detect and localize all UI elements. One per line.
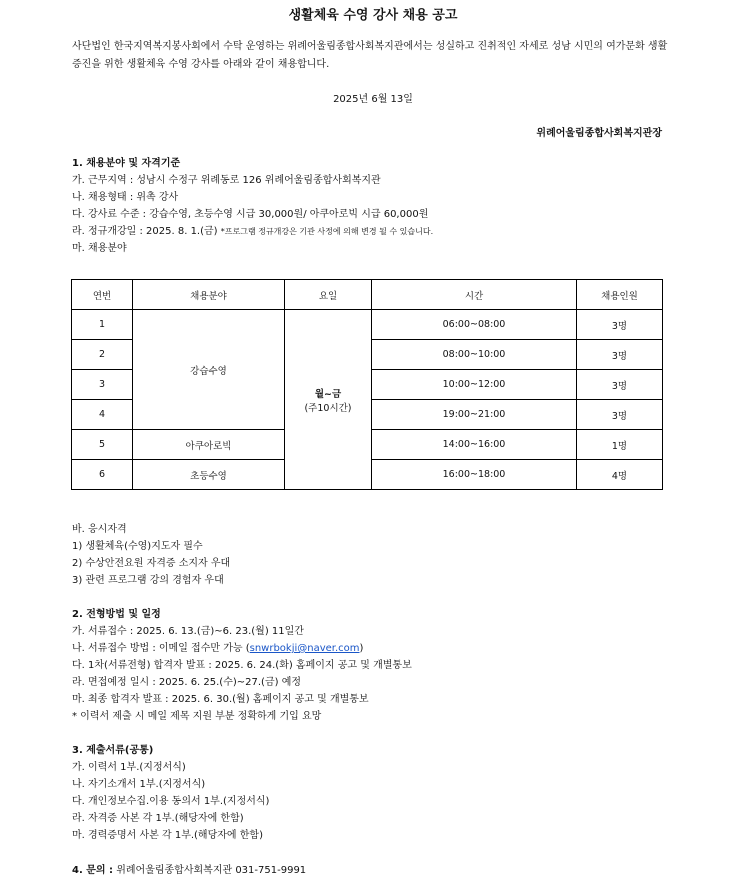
section-2-heading: 2. 전형방법 및 일정 bbox=[72, 609, 161, 620]
row-count: 3명 bbox=[577, 310, 663, 340]
section-recruitment bbox=[72, 155, 692, 257]
document-item: 나. 자기소개서 1부.(지정서식) bbox=[72, 779, 206, 790]
row-time: 16:00~18:00 bbox=[372, 460, 577, 490]
section-schedule bbox=[72, 606, 692, 725]
table-row bbox=[72, 310, 663, 340]
row-time: 14:00~16:00 bbox=[372, 430, 577, 460]
row-count: 3명 bbox=[577, 340, 663, 370]
section-documents bbox=[72, 742, 692, 844]
employment-type: 나. 채용형태 : 위촉 강사 bbox=[72, 192, 179, 203]
days-value: 월~금 bbox=[314, 388, 342, 400]
row-time: 10:00~12:00 bbox=[372, 370, 577, 400]
notice-date: 2025년 6월 13일 bbox=[333, 94, 413, 105]
start-date-note: *프로그램 정규개강은 기관 사정에 의해 변경 될 수 있습니다. bbox=[220, 227, 434, 236]
section-qualifications bbox=[72, 521, 692, 589]
qualification-item: 3) 관련 프로그램 강의 경험자 우대 bbox=[72, 575, 224, 586]
section-1-heading: 1. 채용분야 및 자격기준 bbox=[72, 158, 181, 169]
qualifications-heading: 바. 응시자격 bbox=[72, 524, 127, 535]
row-time: 19:00~21:00 bbox=[372, 400, 577, 430]
qualification-item: 2) 수상안전요원 자격증 소지자 우대 bbox=[72, 558, 231, 569]
schedule-item: 마. 최종 합격자 발표 : 2025. 6. 30.(월) 홈페이지 공고 및 개별통보 bbox=[72, 694, 369, 705]
header-field: 채용분야 bbox=[133, 280, 285, 310]
recruitment-field-label: 마. 채용분야 bbox=[72, 243, 127, 254]
document-item: 라. 자격증 사본 각 1부.(해당자에 한함) bbox=[72, 813, 244, 824]
pay-rate: 다. 강사료 수준 : 강습수영, 초등수영 시급 30,000원/ 아쿠아로빅 시급 60,000원 bbox=[72, 209, 429, 220]
qualification-item: 1) 생활체육(수영)지도자 필수 bbox=[72, 541, 203, 552]
schedule-item: 다. 1차(서류전형) 합격자 발표 : 2025. 6. 24.(화) 홈페이지 공고 및 개별통보 bbox=[72, 660, 412, 671]
row-time: 08:00~10:00 bbox=[372, 340, 577, 370]
organization-name: 위례어울림종합사회복지관장 bbox=[536, 128, 662, 139]
email-link[interactable]: snwrbokji@naver.com bbox=[249, 643, 360, 654]
section-3-heading: 3. 제출서류(공통) bbox=[72, 745, 154, 756]
submission-method: 나. 서류접수 방법 : 이메일 접수만 가능 ( bbox=[72, 643, 250, 654]
row-no: 2 bbox=[72, 340, 133, 370]
section-contact bbox=[72, 862, 692, 879]
row-count: 3명 bbox=[577, 400, 663, 430]
table-header-row bbox=[72, 280, 663, 310]
header-time: 시간 bbox=[372, 280, 577, 310]
section-4-heading: 4. 문의 : bbox=[72, 865, 114, 876]
start-date: 라. 정규개강일 : 2025. 8. 1.(금) bbox=[72, 226, 218, 237]
row-no: 1 bbox=[72, 310, 133, 340]
row-no: 3 bbox=[72, 370, 133, 400]
field-cell: 초등수영 bbox=[133, 460, 285, 490]
row-count: 4명 bbox=[577, 460, 663, 490]
document-item: 가. 이력서 1부.(지정서식) bbox=[72, 762, 186, 773]
days-hours-note: (주10시간) bbox=[304, 402, 352, 414]
document-item: 마. 경력증명서 사본 각 1부.(해당자에 한함) bbox=[72, 830, 263, 841]
field-cell: 강습수영 bbox=[133, 310, 285, 430]
header-no: 연번 bbox=[72, 280, 133, 310]
schedule-item: 라. 면접예정 일시 : 2025. 6. 25.(수)~27.(금) 예정 bbox=[72, 677, 302, 688]
work-location: 가. 근무지역 : 성남시 수정구 위례동로 126 위례어울림종합사회복지관 bbox=[72, 175, 381, 186]
schedule-item: 가. 서류접수 : 2025. 6. 13.(금)~6. 23.(월) 11일간 bbox=[72, 626, 304, 637]
document-item: 다. 개인정보수집.이용 동의서 1부.(지정서식) bbox=[72, 796, 270, 807]
header-days: 요일 bbox=[285, 280, 372, 310]
intro-paragraph: 사단법인 한국지역복지봉사회에서 수탁 운영하는 위례어울림종합사회복지관에서는 성실하고 진취적인 자세로 성남 시민의 여가문화 생활 증진을 위한 생활체육 수영 강사를 아래와 같이 채용합니다. bbox=[72, 41, 668, 70]
row-no: 6 bbox=[72, 460, 133, 490]
schedule-note: * 이력서 제출 시 메일 제목 지원 부분 정확하게 기입 요망 bbox=[72, 711, 322, 722]
row-no: 5 bbox=[72, 430, 133, 460]
page-title: 생활체육 수영 강사 채용 공고 bbox=[288, 8, 458, 23]
submission-method-close: ) bbox=[359, 643, 364, 654]
recruitment-table bbox=[71, 279, 663, 490]
row-count: 1명 bbox=[577, 430, 663, 460]
field-cell: 아쿠아로빅 bbox=[133, 430, 285, 460]
contact-info: 위례어울림종합사회복지관 031-751-9991 bbox=[113, 865, 307, 876]
row-time: 06:00~08:00 bbox=[372, 310, 577, 340]
row-count: 3명 bbox=[577, 370, 663, 400]
schedule-item bbox=[72, 640, 692, 657]
header-count: 채용인원 bbox=[577, 280, 663, 310]
start-date-line bbox=[72, 223, 692, 240]
days-cell bbox=[285, 310, 372, 490]
row-no: 4 bbox=[72, 400, 133, 430]
